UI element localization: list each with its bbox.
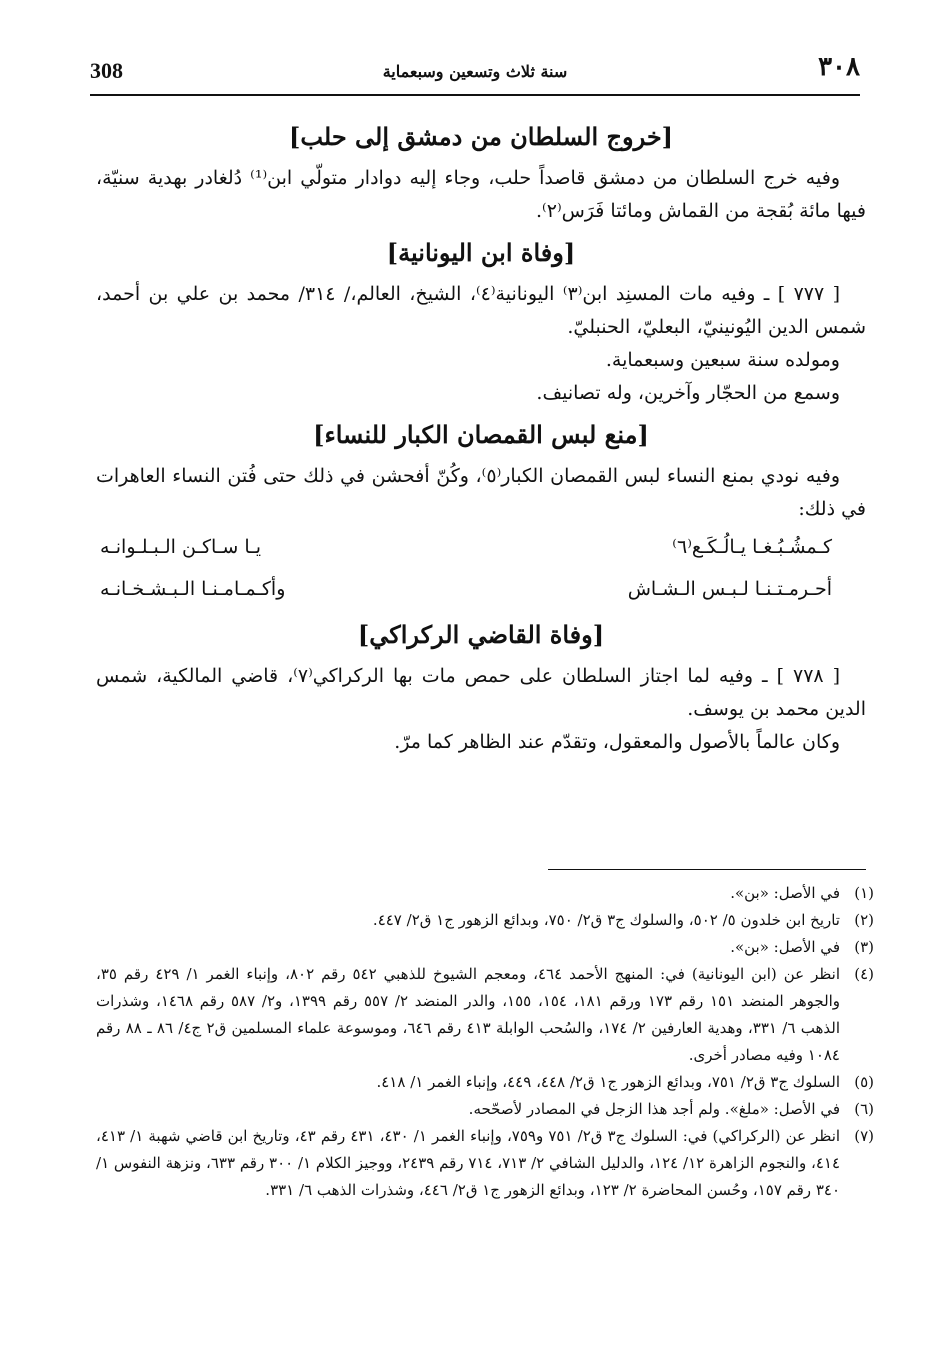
footnote-number: (٢) [854, 911, 874, 929]
section-heading-sultan-departure: [خروج السلطان من دمشق إلى حلب] [288, 122, 674, 151]
footnote [96, 907, 874, 934]
verse-2-first-hemistich: أحـرمـتـنـا لـبـس الـشـاش [627, 578, 832, 600]
footnote-separator [548, 869, 866, 870]
footnote-number: (٤) [854, 965, 874, 983]
section-heading-alrakraki: [وفاة القاضي الركراكي] [357, 620, 605, 649]
entry-number-777: [ ٧٧٧ ] [777, 283, 840, 305]
verse-line-2 [96, 568, 866, 610]
verse-1-second-hemistich: يـا سـاكـن الـبـلـوانـه [100, 536, 261, 558]
footnote-text: تاريخ ابن خلدون ٥/ ٥٠٢، والسلوك ج٣ ق٢/ ٧٥٠، وبدائع الزهور ج١ ق٢/ ٤٤٧. [372, 911, 840, 929]
footnote-text: انظر عن (الركراكي) في: السلوك ج٣ ق٢/ ٧٥١ و٧٥٩، وإنباء الغمر ١/ ٤٣٠، ٤٣١ رقم ٤٣، وتاريخ ابن قاضي شهبة ١/ ٤١٣، ٤١٤، والنجوم الزاهرة ١٢/ ١٢٤، والدليل الشافي ٢/ ٧١٣، ٧١٤ رقم ٢٤٣٩، ووجيز الكلام ١/ ٣٠٠ رقم ٦٣٣، ونزهة النفوس ١/ ٣٤٠ رقم ١٥٧، وحُسن المحاضرة ٢/ ١٢٣، وبدائع الزهور ج١ ق٢/ ٤٤٦، وشذرات الذهب ٦/ ٣٣١. [96, 1127, 841, 1199]
running-title: سنة ثلاث وتسعين وسبعماية [382, 62, 568, 81]
paragraph-alrakraki-knowledge: وكان عالماً بالأصول والمعقول، وتقدّم عند الظاهر كما مرّ. [394, 731, 840, 753]
footnote [96, 1069, 874, 1096]
running-header [90, 52, 860, 92]
paragraph-sultan-departure: وفيه خرج السلطان من دمشق قاصداً حلب، وجاء إليه دوادار متولّي ابن⁽¹⁾ دُلغادر بهدية سنيّة، فيها مائة بُقجة من القماش ومائتا فَرَس⁽٢⁾. [96, 167, 866, 222]
footnote [96, 880, 874, 907]
entry-777-text: ـ وفيه مات المسنِد ابن⁽٣⁾ اليونانية⁽٤⁾، الشيخ، العالم،/ ٣١٤/ محمد بن علي بن أحمد، شمس الدين اليُونينيّ، البعليّ، الحنبليّ. [96, 283, 866, 338]
main-text [96, 112, 866, 759]
footnote [96, 1096, 874, 1123]
section-heading-women-shirts: [منع لبس القمصان الكبار للنساء] [313, 420, 649, 449]
footnote-number: (٣) [854, 938, 874, 956]
paragraph-teachers: وسمع من الحجّار وآخرين، وله تصانيف. [536, 382, 840, 404]
footnote-text: في الأصل: «بن». [730, 938, 840, 956]
footnote [96, 1123, 874, 1204]
header-rule [90, 94, 860, 96]
verse-1-first-hemistich: كـمشُـبُـغـا يـالُـكَـع⁽٦⁾ [672, 536, 832, 558]
page-number-latin: 308 [90, 58, 123, 83]
footnotes [96, 880, 874, 1204]
footnote-number: (٦) [854, 1100, 874, 1118]
entry-number-778: [ ٧٧٨ ] [776, 665, 840, 687]
footnote-number: (١) [854, 884, 874, 902]
paragraph-ibn-alyunaniya [96, 278, 866, 344]
verse-line-1 [96, 526, 866, 568]
footnote-text: في الأصل: «ملغ». ولم أجد هذا الزجل في المصادر لأصحّحه. [468, 1100, 840, 1118]
footnote-number: (٧) [854, 1127, 874, 1145]
page-number-arabic: ٣٠٨ [818, 52, 860, 82]
footnote [96, 934, 874, 961]
paragraph-birth: ومولده سنة سبعين وسبعماية. [605, 349, 840, 371]
verse-2-second-hemistich: وأكـمـامـنـا الـبـشـخـانـه [100, 578, 286, 600]
footnote-text: انظر عن (ابن اليونانية) في: المنهج الأحمد ٤٦٤، ومعجم الشيوخ للذهبي ٥٤٢ رقم ٨٠٢، وإنباء الغمر ١/ ٤٢٩ رقم ٣٥، والجوهر المنضد ١٥١ رقم ١٧٣ ورقم ١٨١، ١٥٤، ١٥٥، والدر المنضد ٢/ ٥٥٧ رقم ١٣٩٩، و٢/ ٥٨٧ رقم ١٤٦٨، وشذرات الذهب ٦/ ٣٣١، وهدية العارفين ٢/ ١٧٤، والسُحب الوابلة ٤١٣ رقم ٦٤٦، وموسوعة علماء المسلمين ق٢ ج٤/ ٨٦ ـ ٨٨ رقم ١٠٨٤ وفيه مصادر أخرى. [96, 965, 841, 1064]
section-heading-ibn-alyunaniya: [وفاة ابن اليونانية] [386, 238, 576, 267]
entry-778-text: ـ وفيه لما اجتاز السلطان على حمص مات بها الركراكي⁽٧⁾، قاضي المالكية، شمس الدين محمد بن يوسف. [96, 665, 866, 720]
paragraph-women-shirts: وفيه نودي بمنع النساء لبس القمصان الكبار⁽٥⁾، وكُنّ أفحشن في ذلك حتى فُتن النساء العاهرات في ذلك: [96, 465, 866, 520]
paragraph-alrakraki [96, 660, 866, 726]
footnote-text: السلوك ج٣ ق٢/ ٧٥١، وبدائع الزهور ج١ ق٢/ ٤٤٨، ٤٤٩، وإنباء الغمر ١/ ٤١٨. [376, 1073, 840, 1091]
footnote-text: في الأصل: «بن». [730, 884, 840, 902]
footnote [96, 961, 874, 1069]
footnote-number: (٥) [854, 1073, 874, 1091]
